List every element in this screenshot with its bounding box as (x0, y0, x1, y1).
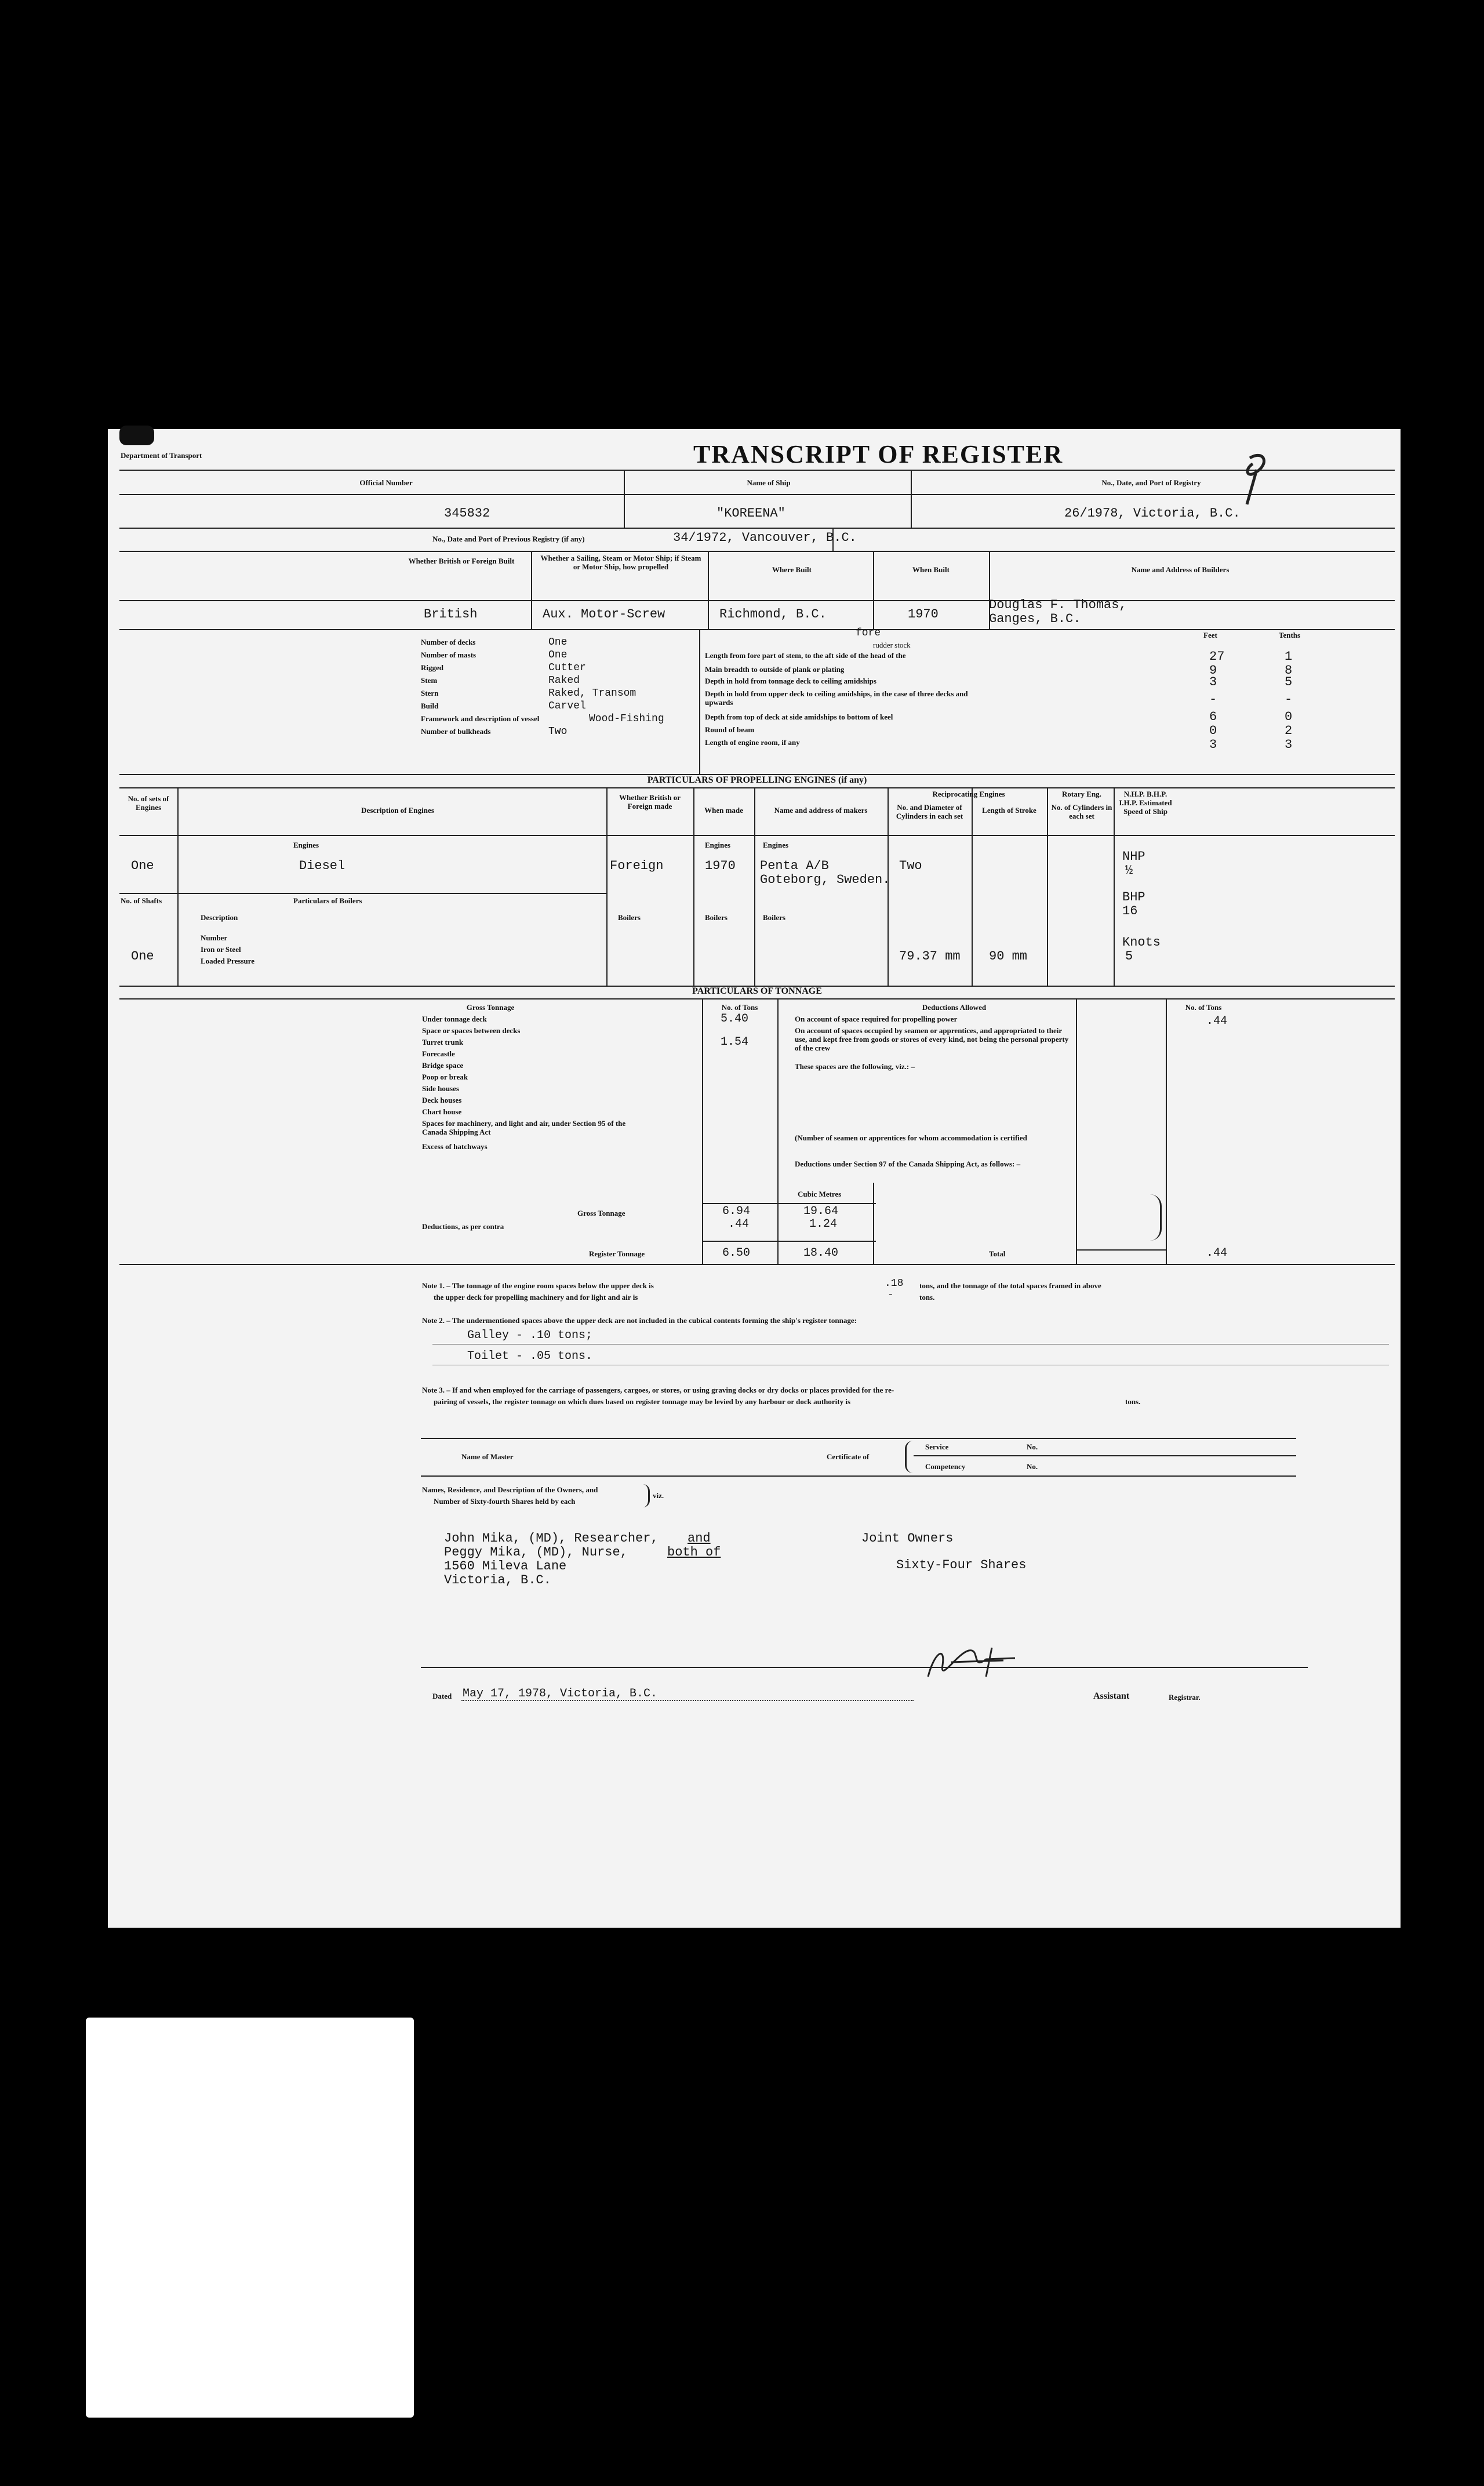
deduction-item: Deductions under Section 97 of the Canada Shipping Act, as follows: – (795, 1160, 1021, 1168)
particular-value: Cutter (548, 662, 586, 674)
owners-brace (641, 1484, 650, 1507)
gross-cubic: 19.64 (803, 1205, 839, 1218)
british-foreign-value: British (424, 607, 478, 622)
deductions-header: Deductions Allowed (922, 1003, 987, 1012)
total-value: .44 (1206, 1246, 1228, 1260)
certificate-label: Certificate of (827, 1452, 870, 1461)
dated-value: May 17, 1978, Victoria, B.C. (463, 1687, 658, 1700)
master-name-label: Name of Master (461, 1452, 514, 1461)
stroke-label: Length of Stroke (982, 806, 1036, 815)
when-built-value: 1970 (908, 607, 939, 622)
dimension-feet: 27 (1209, 649, 1225, 664)
note1-end: tons. (919, 1293, 935, 1302)
shafts-label: No. of Shafts (121, 896, 162, 905)
tonnage-section-title: PARTICULARS OF TONNAGE (692, 986, 822, 996)
rotary-cyl-label: No. of Cylinders in each set (1051, 803, 1112, 820)
boilers-header: Particulars of Boilers (293, 896, 362, 905)
note1-line2: the upper deck for propelling machinery and for light and air is (434, 1293, 638, 1302)
previous-registry: 34/1972, Vancouver, B.C. (673, 530, 857, 545)
dimension-tenths: 1 (1285, 649, 1293, 664)
dimension-label: Length from fore part of stem, to the aft side of the head of the (705, 651, 906, 660)
dimension-tenths: 8 (1285, 663, 1293, 678)
gross-tons: 6.94 (722, 1205, 751, 1218)
particular-value: One (548, 637, 568, 648)
gross-item-label: Spaces for machinery, and light and air, under Section 95 of the Canada Shipping Act (422, 1119, 626, 1136)
owner-line1-and: and (688, 1531, 711, 1546)
engines-small-label-2: Engines (705, 841, 731, 849)
owner-line3: 1560 Mileva Lane (444, 1559, 567, 1573)
makers-label: Name and address of makers (774, 806, 868, 815)
bhp-value: 16 (1122, 904, 1138, 918)
when-built-label: When Built (912, 565, 950, 574)
note1-value2: - (888, 1289, 894, 1301)
note2-text: Note 2. – The undermentioned spaces above the upper deck are not included in the cubical contents forming the ship's register tonnage: (422, 1316, 857, 1325)
owners-label-line1: Names, Residence, and Description of the Owners, and (422, 1485, 598, 1494)
certificate-brace (905, 1441, 915, 1473)
when-made-label: When made (704, 806, 743, 815)
note1-value: .18 (885, 1278, 904, 1289)
particular-label: Number of masts (421, 650, 477, 659)
gross-item-label: Excess of hatchways (422, 1142, 488, 1151)
joint-owners: Joint Owners (861, 1531, 954, 1546)
bhp-label: BHP (1122, 890, 1145, 904)
fore-note: fore (856, 627, 881, 639)
dimension-feet: 6 (1209, 710, 1217, 724)
gross-item-label: Turret trunk (422, 1038, 464, 1046)
num-shafts-value: One (131, 949, 154, 964)
boilers-small-label-2: Boilers (705, 913, 728, 922)
total-brace (1148, 1194, 1162, 1241)
register-tons: 6.50 (722, 1246, 751, 1260)
dimension-label: Depth from top of deck at side amidships to bottom of keel (705, 713, 893, 721)
department-label: Department of Transport (121, 451, 202, 460)
stroke-value: 90 mm (989, 949, 1028, 964)
engines-small-label-3: Engines (763, 841, 789, 849)
service-no-label: No. (1027, 1442, 1038, 1451)
registry-value: 26/1978, Victoria, B.C. (1064, 506, 1241, 521)
no-tons-header: No. of Tons (721, 1003, 758, 1012)
particular-label: Stem (421, 676, 438, 685)
register-cubic: 18.40 (803, 1246, 839, 1260)
cylinders-label: No. and Diameter of Cylinders in each set (896, 803, 963, 820)
makers-line2: Goteborg, Sweden. (760, 873, 890, 887)
engine-year: 1970 (705, 859, 736, 873)
previous-registry-label: No., Date and Port of Previous Registry (if any) (432, 535, 585, 543)
owners-viz: viz. (653, 1491, 664, 1500)
owners-label-line2: Number of Sixty-fourth Shares held by each (434, 1497, 576, 1506)
dimension-feet: 9 (1209, 663, 1217, 678)
particular-label: Framework and description of vessel (421, 714, 540, 723)
gross-item-label: Poop or break (422, 1073, 468, 1081)
deduction-item: These spaces are the following, viz.: – (795, 1062, 915, 1071)
where-built-value: Richmond, B.C. (719, 607, 827, 622)
dimension-label: Length of engine room, if any (705, 738, 800, 747)
deduction-item: (Number of seamen or apprentices for whom accommodation is certified (795, 1133, 1027, 1142)
registry-label: No., Date, and Port of Registry (1101, 478, 1201, 487)
register-document (108, 429, 1401, 1928)
page-title: TRANSCRIPT OF REGISTER (693, 440, 1064, 468)
speed-label: Knots (1122, 935, 1161, 950)
where-built-label: Where Built (772, 565, 812, 574)
deductions-cubic: 1.24 (809, 1217, 838, 1231)
gross-item-label: Chart house (422, 1107, 462, 1116)
particular-value: Wood-Fishing (589, 713, 664, 725)
builders-label: Name and Address of Builders (1131, 565, 1230, 574)
boilers-pressure-label: Loaded Pressure (201, 957, 255, 965)
note1-text: Note 1. – The tonnage of the engine room spaces below the upper deck is (422, 1281, 654, 1290)
sailing-steam-label: Whether a Sailing, Steam or Motor Ship; if Steam or Motor Ship, how propelled (540, 554, 701, 571)
note2-item2: Toilet - .05 tons. (467, 1350, 593, 1363)
note2-item1: Galley - .10 tons; (467, 1329, 593, 1342)
engines-section-title: PARTICULARS OF PROPELLING ENGINES (if any) (647, 775, 867, 785)
particular-label: Build (421, 702, 439, 710)
sixty-four-shares: Sixty-Four Shares (896, 1558, 1027, 1572)
cylinders-value: Two (899, 859, 922, 873)
builders-line1: Douglas F. Thomas, (989, 598, 1127, 612)
gross-item-label: Forecastle (422, 1049, 455, 1058)
boilers-small-label-3: Boilers (763, 913, 785, 922)
dimension-tenths: 3 (1285, 737, 1293, 752)
gross-item-label: Side houses (422, 1084, 459, 1093)
engine-description: Diesel (299, 859, 345, 873)
no-tons-header-right: No. of Tons (1185, 1003, 1222, 1012)
propelling-deduction: .44 (1206, 1015, 1228, 1028)
note3-text: Note 3. – If and when employed for the carriage of passengers, cargoes, or stores, or using graving docks or dry docks or places provided for the re- (422, 1386, 894, 1394)
dimension-feet: - (1209, 692, 1217, 707)
blank-card (86, 2018, 414, 2418)
dimension-tenths: - (1285, 692, 1293, 707)
official-number: 345832 (444, 506, 490, 521)
dimension-feet: 3 (1209, 737, 1217, 752)
nhp-label: NHP (1122, 849, 1145, 864)
dimension-tenths: 5 (1285, 675, 1293, 689)
ship-name-label: Name of Ship (747, 478, 791, 487)
boilers-desc-label: Description (201, 913, 238, 922)
particular-value: Carvel (548, 700, 586, 712)
makers-line1: Penta A/B (760, 859, 829, 873)
engines-small-label: Engines (293, 841, 319, 849)
british-foreign-label: Whether British or Foreign Built (408, 557, 515, 565)
deductions-tons: .44 (728, 1217, 750, 1231)
dimension-tenths: 2 (1285, 724, 1293, 738)
gross-item-value: 1.54 (721, 1035, 749, 1049)
register-tonnage-label: Register Tonnage (589, 1249, 645, 1258)
boilers-number-label: Number (201, 933, 228, 942)
deductions-contra-label: Deductions, as per contra (422, 1222, 504, 1231)
dated-label: Dated (432, 1692, 452, 1700)
dimension-label: Depth in hold from tonnage deck to ceiling amidships (705, 677, 876, 685)
gross-total-label: Gross Tonnage (577, 1209, 625, 1217)
stamp-mark (119, 426, 154, 445)
dated-dots (461, 1700, 914, 1701)
sailing-steam-value: Aux. Motor-Screw (543, 607, 665, 622)
particular-value: Raked, Transom (548, 688, 636, 699)
service-label: Service (925, 1442, 949, 1451)
ship-name: "KOREENA" (716, 506, 785, 521)
deduction-item: On account of space required for propelling power (795, 1015, 958, 1023)
rotary-label: Rotary Eng. (1062, 790, 1101, 798)
speed-value: 5 (1125, 949, 1133, 964)
dimension-label: Round of beam (705, 725, 755, 734)
owner-line1: John Mika, (MD), Researcher, (444, 1531, 659, 1546)
rudder-note: rudder stock (873, 641, 911, 649)
note3-end: tons. (1125, 1397, 1141, 1406)
note3-line2: pairing of vessels, the register tonnage on which dues based on register tonnage may be levied by any harbour or dock authority is (434, 1397, 851, 1406)
engine-origin: Foreign (610, 859, 664, 873)
total-label: Total (989, 1249, 1006, 1258)
dimension-tenths: 0 (1285, 710, 1293, 724)
cubic-metres-label: Cubic Metres (798, 1190, 842, 1198)
particular-label: Stern (421, 689, 439, 697)
nhp-label-header: N.H.P. B.H.P. I.H.P. Estimated Speed of Ship (1119, 790, 1172, 816)
dimension-label: Main breadth to outside of plank or plating (705, 665, 845, 674)
dimension-feet: 0 (1209, 724, 1217, 738)
particular-label: Number of decks (421, 638, 476, 646)
num-sets-value: One (131, 859, 154, 873)
signature (916, 1642, 1021, 1682)
gross-item-value: 5.40 (721, 1012, 749, 1026)
official-number-label: Official Number (359, 478, 413, 487)
note1-rest: tons, and the tonnage of the total spaces framed in above (919, 1281, 1101, 1290)
particular-value: Raked (548, 675, 580, 686)
owner-line2-both: both of (667, 1545, 721, 1560)
tenths-label: Tenths (1279, 631, 1301, 639)
owner-line4: Victoria, B.C. (444, 1573, 551, 1587)
particular-label: Rigged (421, 663, 443, 672)
particular-value: One (548, 649, 568, 661)
gross-item-label: Under tonnage deck (422, 1015, 487, 1023)
competency-label: Competency (925, 1462, 966, 1471)
boilers-small-label: Boilers (618, 913, 641, 922)
gross-header: Gross Tonnage (466, 1003, 515, 1012)
feet-label: Feet (1203, 631, 1217, 639)
deduction-item: On account of spaces occupied by seamen or apprentices, and appropriated to their use, and kept free from goods or stores of every kind, not being the personal property of the crew (795, 1026, 1069, 1052)
registrar-label: Registrar. (1169, 1693, 1201, 1702)
assistant-label: Assistant (1093, 1691, 1130, 1701)
gross-item-label: Deck houses (422, 1096, 462, 1104)
competency-no-label: No. (1027, 1462, 1038, 1471)
dimension-feet: 3 (1209, 675, 1217, 689)
diameter-value: 79.37 mm (899, 949, 961, 964)
builders-line2: Ganges, B.C. (989, 612, 1081, 626)
particular-label: Number of bulkheads (421, 727, 491, 736)
description-label: Description of Engines (361, 806, 434, 815)
nhp-value: ½ (1125, 863, 1133, 878)
owner-line2: Peggy Mika, (MD), Nurse, (444, 1545, 628, 1560)
num-sets-label: No. of sets of Engines (128, 794, 169, 812)
boilers-iron-label: Iron or Steel (201, 945, 241, 954)
recip-label: Reciprocating Engines (932, 790, 1005, 798)
gross-item-label: Space or spaces between decks (422, 1026, 521, 1035)
british-foreign-made-label: Whether British or Foreign made (619, 793, 681, 811)
particular-value: Two (548, 726, 568, 737)
gross-item-label: Bridge space (422, 1061, 464, 1070)
dimension-label: Depth in hold from upper deck to ceiling amidships, in the case of three decks and upwards (705, 689, 968, 707)
